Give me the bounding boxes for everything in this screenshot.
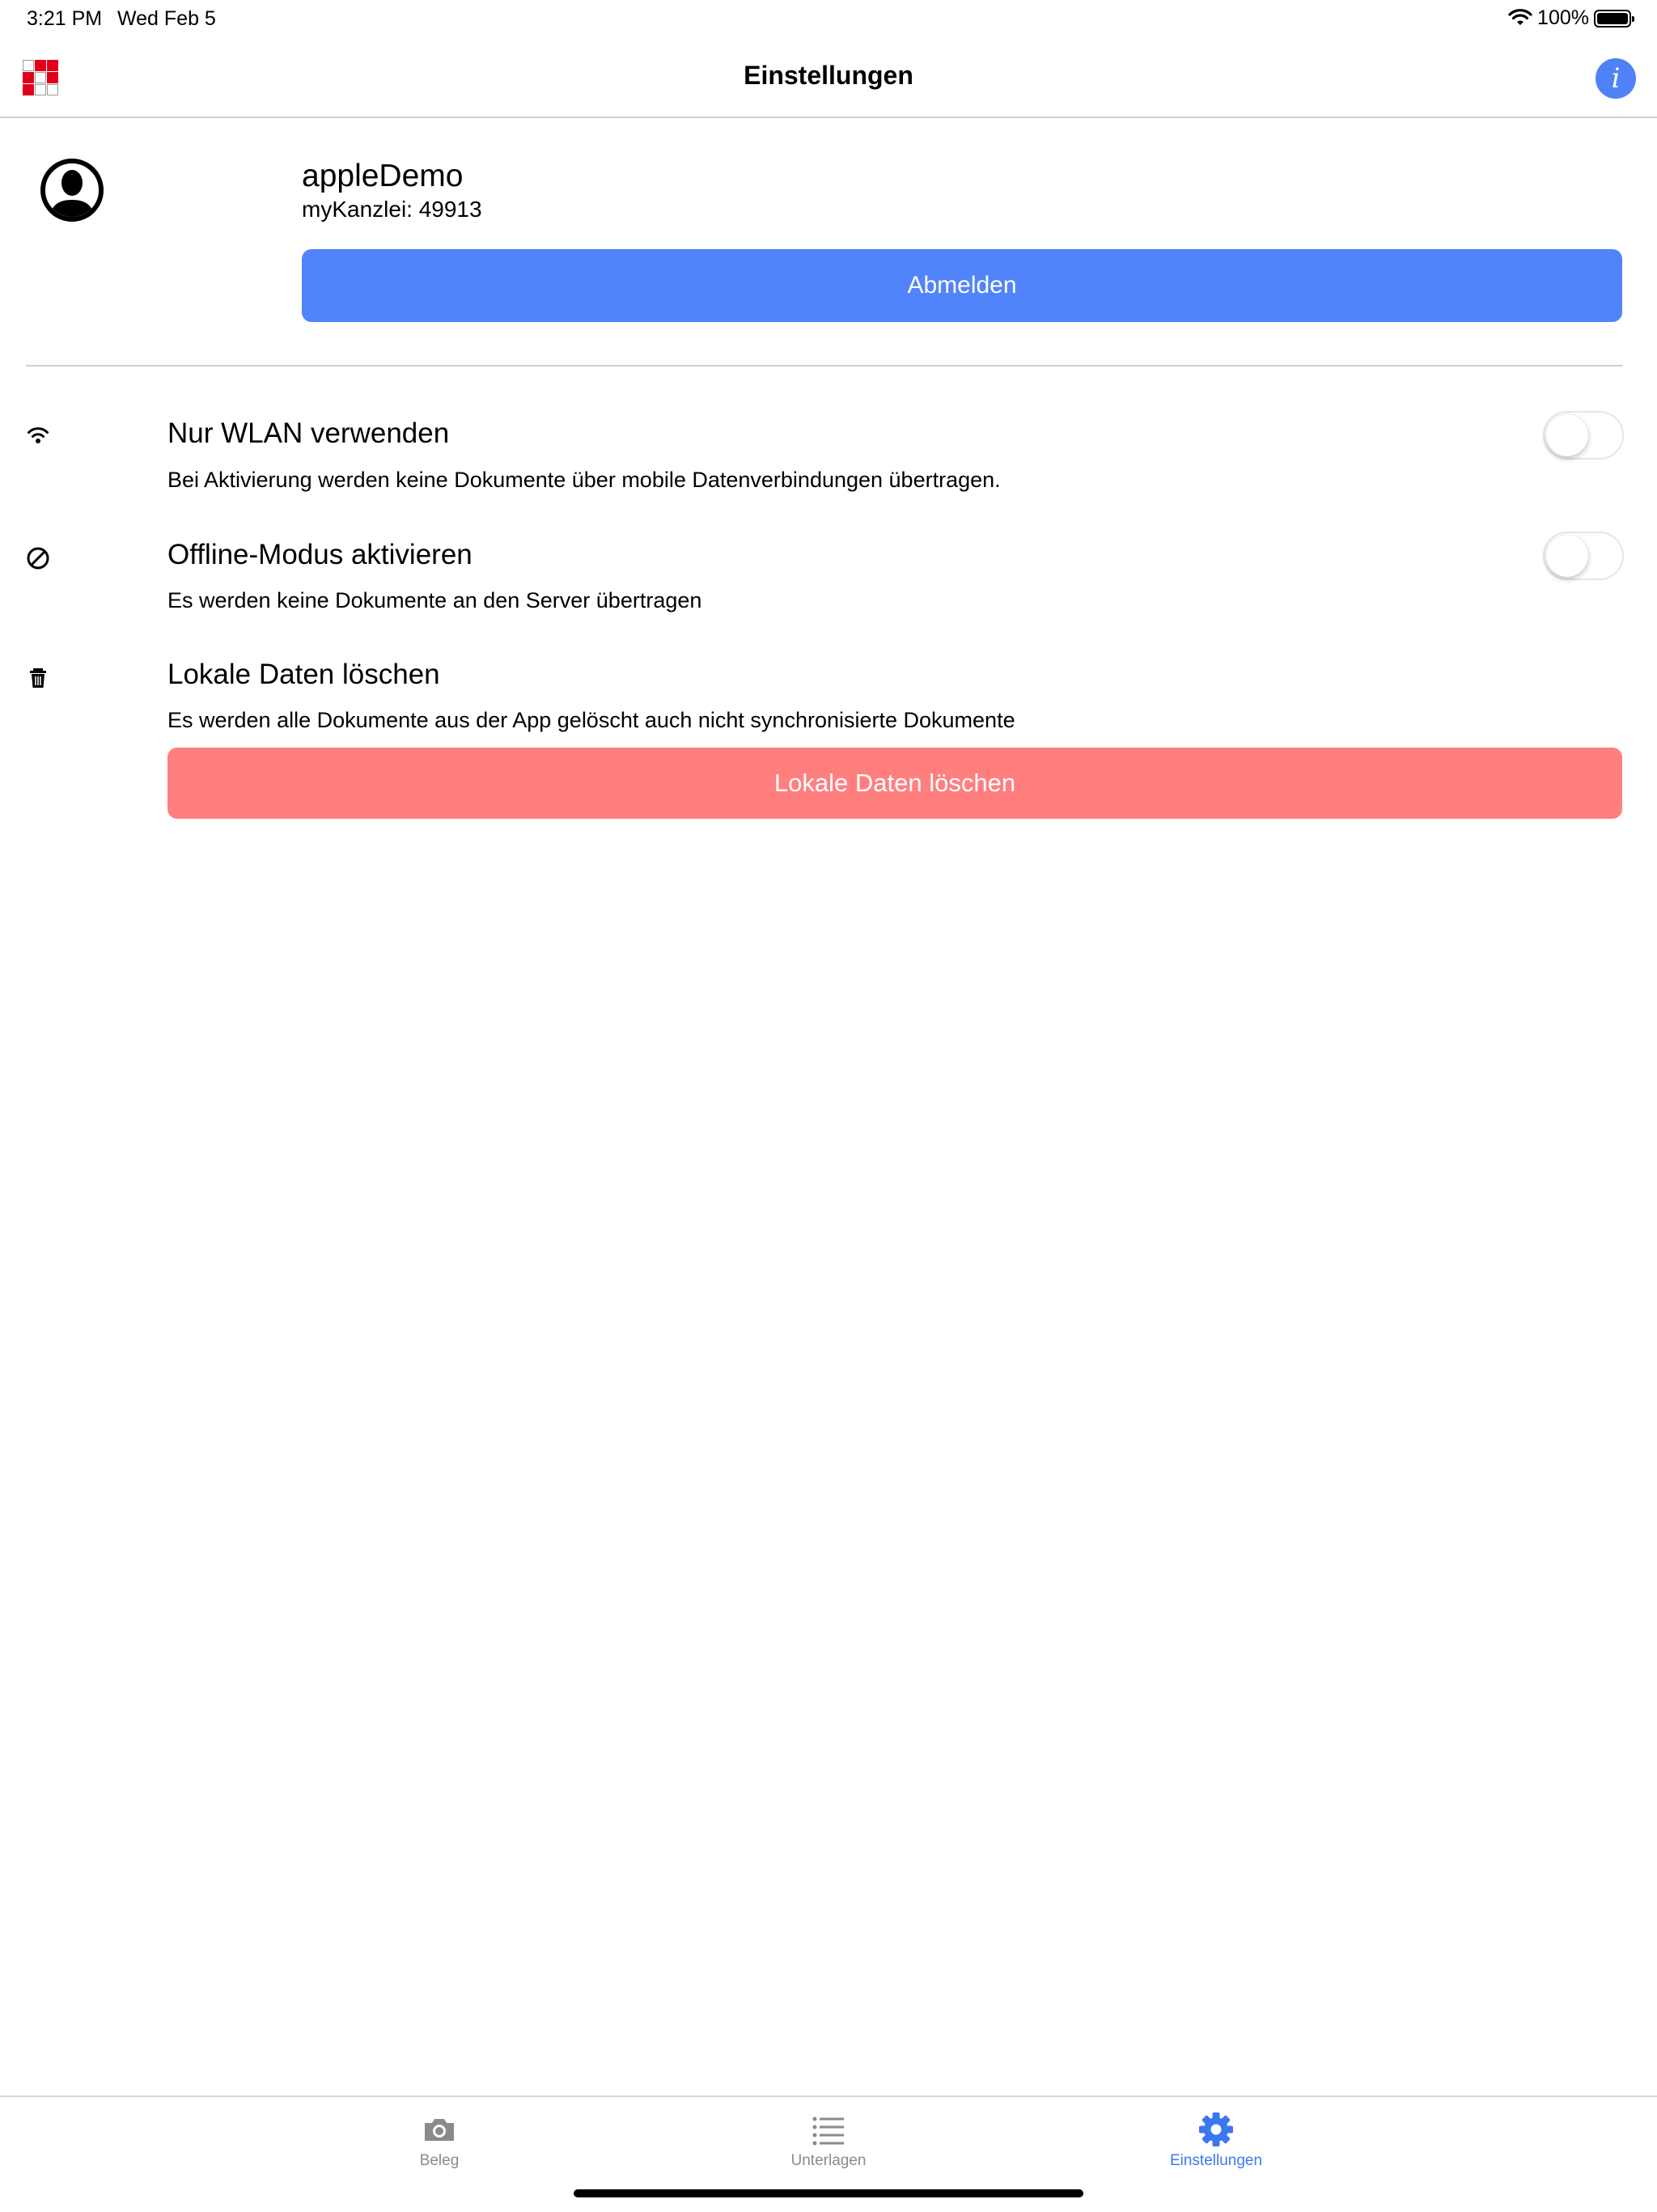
wifi-only-toggle[interactable] — [1543, 411, 1624, 460]
nav-bar — [0, 39, 1657, 118]
status-time: 3:21 PM — [27, 7, 103, 30]
status-date: Wed Feb 5 — [117, 7, 216, 30]
trash-icon — [24, 664, 52, 692]
tab-label: Unterlagen — [790, 2152, 867, 2169]
logout-button[interactable]: Abmelden — [302, 249, 1622, 322]
wifi-only-title: Nur WLAN verwenden — [167, 417, 450, 449]
page-title: Einstellungen — [744, 61, 913, 90]
info-button[interactable] — [1596, 58, 1636, 99]
battery-icon — [1594, 10, 1631, 28]
tab-beleg[interactable] — [350, 2112, 528, 2170]
list-icon — [811, 2112, 846, 2147]
offline-mode-toggle[interactable] — [1543, 532, 1624, 580]
tab-label: Einstellungen — [1169, 2152, 1263, 2169]
wifi-icon — [24, 422, 52, 449]
info-icon: i — [1611, 62, 1621, 95]
wifi-only-description: Bei Aktivierung werden keine Dokumente über mobile Datenverbindungen übertragen. — [167, 468, 1001, 492]
status-right — [1508, 6, 1631, 30]
offline-mode-title: Offline-Modus aktivieren — [167, 539, 473, 570]
account-username: appleDemo — [302, 159, 464, 193]
delete-local-title: Lokale Daten löschen — [167, 659, 440, 690]
home-indicator — [574, 2189, 1083, 2197]
wifi-status-icon — [1508, 9, 1532, 28]
section-divider — [26, 365, 1623, 367]
camera-icon — [422, 2112, 457, 2147]
delete-local-description: Es werden alle Dokumente aus der App gelöscht auch nicht synchronisierte Dokumente — [167, 708, 1015, 732]
account-kanzlei: myKanzlei: 49913 — [302, 197, 482, 222]
status-bar — [0, 0, 1657, 39]
tab-label: Beleg — [419, 2152, 460, 2169]
avatar-icon — [40, 158, 104, 222]
delete-local-button[interactable]: Lokale Daten löschen — [167, 748, 1622, 819]
battery-percent: 100% — [1537, 6, 1589, 29]
toggle-knob — [1546, 414, 1588, 456]
gear-icon — [1198, 2112, 1234, 2147]
tab-einstellungen[interactable] — [1127, 2112, 1305, 2170]
tab-unterlagen[interactable] — [740, 2112, 917, 2170]
block-icon — [24, 545, 52, 572]
toggle-knob — [1546, 535, 1588, 577]
offline-mode-description: Es werden keine Dokumente an den Server übertragen — [167, 588, 702, 612]
